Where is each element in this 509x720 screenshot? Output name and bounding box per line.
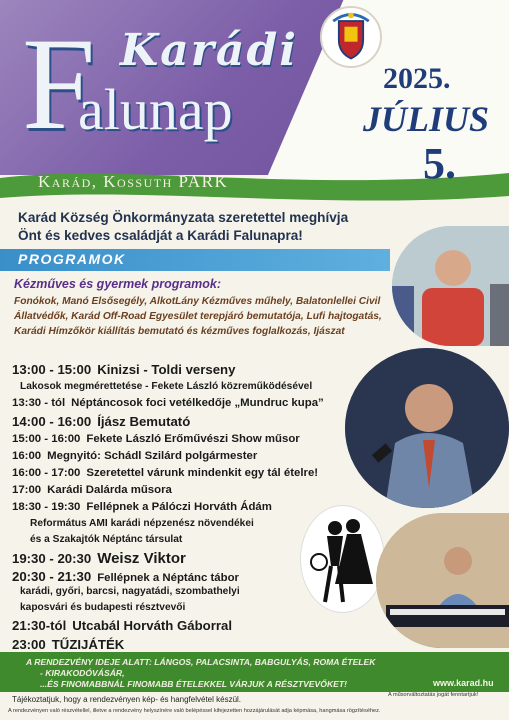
event-row: 13:00 - 15:00 Kinizsi - Toldi verseny: [12, 362, 236, 377]
rights-note: A műsorváltoztatás jogát fenntartjuk!: [388, 692, 479, 698]
invitation-line-1: Karád Község Önkormányzata szeretettel meghívja: [18, 210, 349, 225]
event-row: 16:00 Megnyitó: Schádl Szilárd polgármester: [12, 450, 258, 462]
event-row: 15:00 - 16:00 Fekete László Erőművészi Show műsor: [12, 433, 300, 445]
crafts-list: Fonókok, Manó Elsősegély, AlkotLány Kézműves műhely, Balatonlellei Civil Állatvédők, Karád Off-Road Egyesület terepjáró bemutatója, Lufi hajtogatás, Karádi Hímzőkör kiállítás bemutató és kézműves foglalkozás, Ijászat: [14, 296, 382, 337]
crafts-title: Kézműves és gyermek programok:: [14, 277, 222, 291]
invitation-line-2: Önt és kedves családját a Karádi Falunapra!: [18, 228, 303, 243]
title-karadi: Karádi: [120, 25, 298, 76]
title-falunap: alunap: [78, 77, 233, 142]
event-row: 23:00 TŰZIJÁTÉK: [12, 637, 125, 652]
event-row: 13:30 - tól Néptáncosok foci vetélkedője „Mundruc kupa”: [12, 397, 324, 409]
date-year: 2025.: [383, 62, 451, 95]
event-row: 16:00 - 17:00 Szeretettel várunk mindenkit egy tál ételre!: [12, 467, 319, 479]
event-row: 18:30 - 19:30 Fellépnek a Pálóczi Horváth Ádám: [12, 501, 272, 513]
event-location: Karád, Kossuth PARK: [38, 172, 229, 191]
event-row: és a Szakajtók Néptánc társulat: [30, 534, 183, 545]
photo-strongman: [392, 226, 509, 346]
date-month: JÚLIUS: [363, 99, 490, 139]
event-schedule: [12, 362, 402, 656]
event-row: karádi, győri, barcsi, nagyatádi, szombathelyi: [20, 586, 240, 597]
footer-food-info: A RENDEZVÉNY IDEJE ALATT: LÁNGOS, PALACSINTA, BABGULYÁS, ROMA ÉTELEK - KIRAKODÓVÁSÁR, ...ÉS FINOMABBNÁL FINOMABB ÉTELEKKEL VÁRJUK A RÉSZTVEVŐKET!: [26, 657, 376, 689]
consent-notice: A rendezvényen való részvétellel, illetve a rendezvény helyszínére való belépéssel kifejezetten hozzájárulását adja képmása, hangmása rögzítéséhez.: [8, 708, 381, 714]
event-row: 14:00 - 16:00 Íjász Bemutató: [12, 414, 191, 429]
event-row: Református AMI karádi népzenész növendékei: [30, 518, 254, 529]
title-big-letter: F: [22, 10, 96, 157]
date-day: 5.: [423, 139, 456, 188]
invitation-text: [18, 209, 398, 245]
village-crest-logo: [320, 6, 382, 68]
event-row: 20:30 - 21:30 Fellépnek a Néptánc tábor: [12, 569, 239, 584]
event-row: 17:00 Karádi Dalárda műsora: [12, 484, 172, 496]
event-row: kaposvári és budapesti résztvevői: [20, 602, 186, 613]
recording-notice: Tájékoztatjuk, hogy a rendezvényen kép- és hangfelvétel készül.: [12, 695, 242, 704]
event-row: 21:30-tól Utcabál Horváth Gáborral: [12, 618, 232, 633]
event-row-headliner: 19:30 - 20:30 Weisz Viktor: [12, 550, 186, 567]
program-heading: PROGRAMOK: [18, 251, 126, 267]
website-link[interactable]: www.karad.hu: [433, 678, 494, 688]
event-row: Lakosok megmérettetése - Fekete László közreműködésével: [20, 381, 313, 392]
